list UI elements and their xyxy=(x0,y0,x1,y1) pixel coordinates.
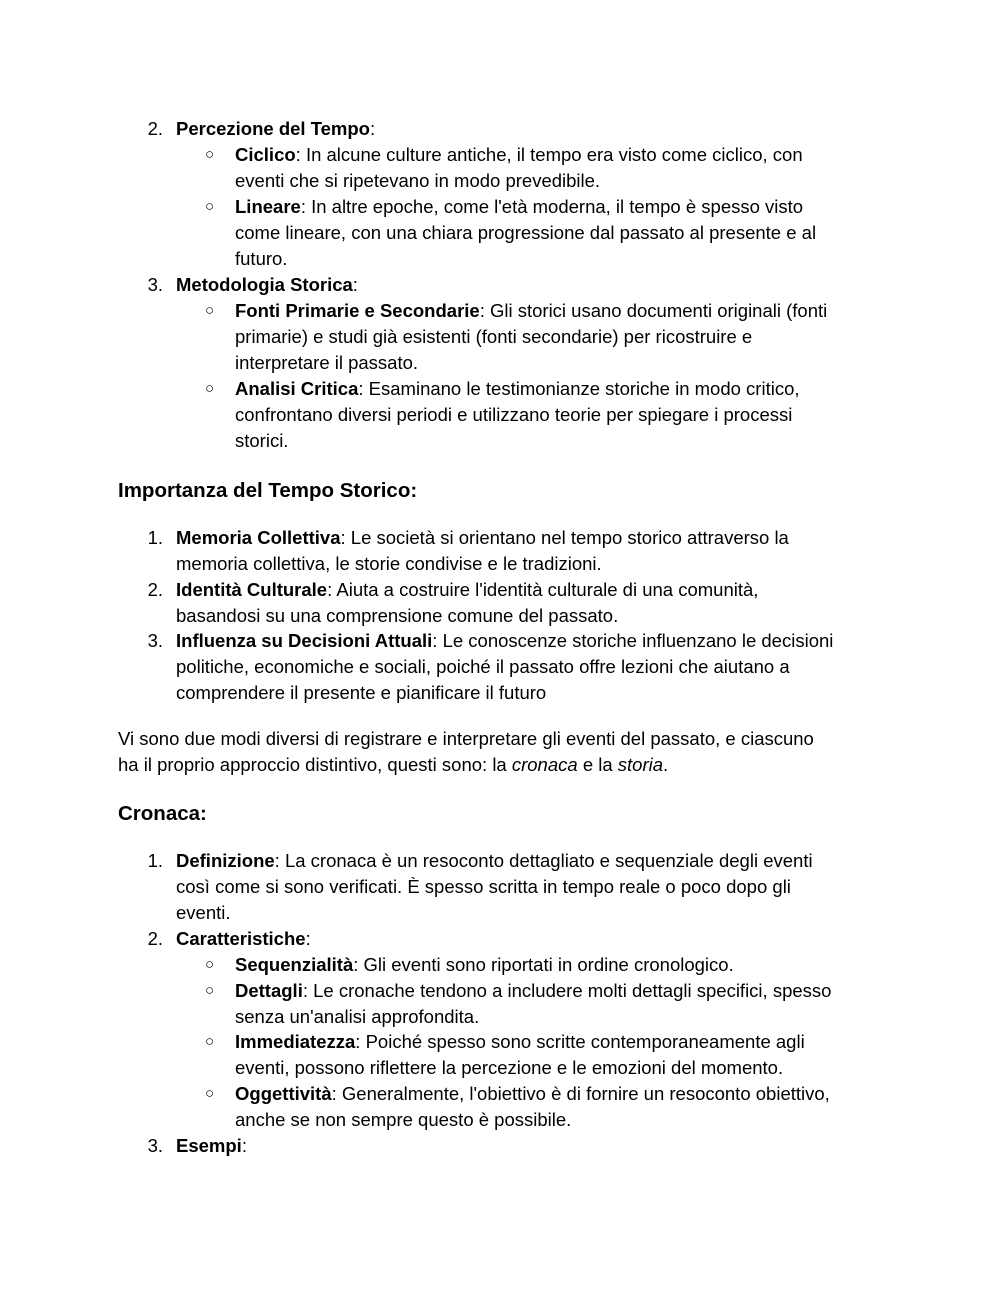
bullet-icon: ○ xyxy=(205,982,215,999)
list-number: 2. xyxy=(147,928,163,949)
text-line: interpretare il passato. xyxy=(235,352,419,373)
list-number: 3. xyxy=(147,630,163,651)
text-line: politiche, economiche e sociali, poiché il passato offre lezioni che aiutano a xyxy=(176,656,790,677)
sub-item-ciclico: Ciclico: In alcune culture antiche, il tempo era visto come ciclico, con xyxy=(235,144,803,165)
sub-item-lineare: Lineare: In altre epoche, come l'età moderna, il tempo è spesso visto xyxy=(235,196,804,217)
sub-item-analisi: Analisi Critica: Esaminano le testimonianze storiche in modo critico, xyxy=(235,378,800,399)
term: Percezione del Tempo xyxy=(176,118,370,139)
sub-item-dettagli: Dettagli: Le cronache tendono a includere molti dettagli specifici, spesso xyxy=(235,980,832,1001)
list-item-memoria: Memoria Collettiva: Le società si orientano nel tempo storico attraverso la xyxy=(176,527,789,548)
bullet-icon: ○ xyxy=(205,146,215,163)
bullet-icon: ○ xyxy=(205,1085,215,1102)
list-number: 3. xyxy=(147,274,163,295)
heading-importanza: Importanza del Tempo Storico: xyxy=(118,479,418,502)
text-line: memoria collettiva, le storie condivise e le tradizioni. xyxy=(176,553,602,574)
paragraph-line: Vi sono due modi diversi di registrare e interpretare gli eventi del passato, e ciascuno xyxy=(118,728,814,749)
list-item-caratteristiche: Caratteristiche: xyxy=(176,928,311,949)
text-line: storici. xyxy=(235,430,289,451)
sub-item-sequenzialita: Sequenzialità: Gli eventi sono riportati in ordine cronologico. xyxy=(235,954,734,975)
list-item-esempi: Esempi: xyxy=(176,1135,247,1156)
list-number: 2. xyxy=(147,579,163,600)
text-line: senza un'analisi approfondita. xyxy=(235,1006,480,1027)
list-number: 2. xyxy=(147,118,163,139)
bullet-icon: ○ xyxy=(205,198,215,215)
list-item-influenza: Influenza su Decisioni Attuali: Le conoscenze storiche influenzano le decisioni xyxy=(176,630,834,651)
text-line: così come si sono verificati. È spesso scritta in tempo reale o poco dopo gli xyxy=(176,876,791,897)
bullet-icon: ○ xyxy=(205,1033,215,1050)
list-item-metodologia: Metodologia Storica: xyxy=(176,274,358,295)
sub-item-fonti: Fonti Primarie e Secondarie: Gli storici usano documenti originali (fonti xyxy=(235,300,828,321)
list-number: 1. xyxy=(147,527,163,548)
sub-item-immediatezza: Immediatezza: Poiché spesso sono scritte contemporaneamente agli xyxy=(235,1031,805,1052)
bullet-icon: ○ xyxy=(205,380,215,397)
bullet-icon: ○ xyxy=(205,302,215,319)
list-item-percezione: Percezione del Tempo: xyxy=(176,118,376,139)
text-line: confrontano diversi periodi e utilizzano teorie per spiegare i processi xyxy=(235,404,793,425)
list-number: 1. xyxy=(147,850,163,871)
text-line: anche se non sempre questo è possibile. xyxy=(235,1109,572,1130)
heading-cronaca: Cronaca: xyxy=(118,802,207,825)
text-line: eventi, possono riflettere la percezione e le emozioni del momento. xyxy=(235,1057,784,1078)
text-line: comprendere il presente e pianificare il futuro xyxy=(176,682,547,703)
list-item-identita: Identità Culturale: Aiuta a costruire l'identità culturale di una comunità, xyxy=(176,579,759,600)
text-line: eventi. xyxy=(176,902,231,923)
list-item-definizione: Definizione: La cronaca è un resoconto dettagliato e sequenziale degli eventi xyxy=(176,850,813,871)
text-line: eventi che si ripetevano in modo prevedibile. xyxy=(235,170,601,191)
text-line: futuro. xyxy=(235,248,288,269)
text-line: basandosi su una comprensione comune del passato. xyxy=(176,605,619,626)
sub-item-oggettivita: Oggettività: Generalmente, l'obiettivo è di fornire un resoconto obiettivo, xyxy=(235,1083,830,1104)
text-line: primarie) e studi già esistenti (fonti secondarie) per ricostruire e xyxy=(235,326,753,347)
list-number: 3. xyxy=(147,1135,163,1156)
text-line: come lineare, con una chiara progressione dal passato al presente e al xyxy=(235,222,817,243)
bullet-icon: ○ xyxy=(205,956,215,973)
paragraph-line: ha il proprio approccio distintivo, questi sono: la cronaca e la storia. xyxy=(118,754,669,775)
